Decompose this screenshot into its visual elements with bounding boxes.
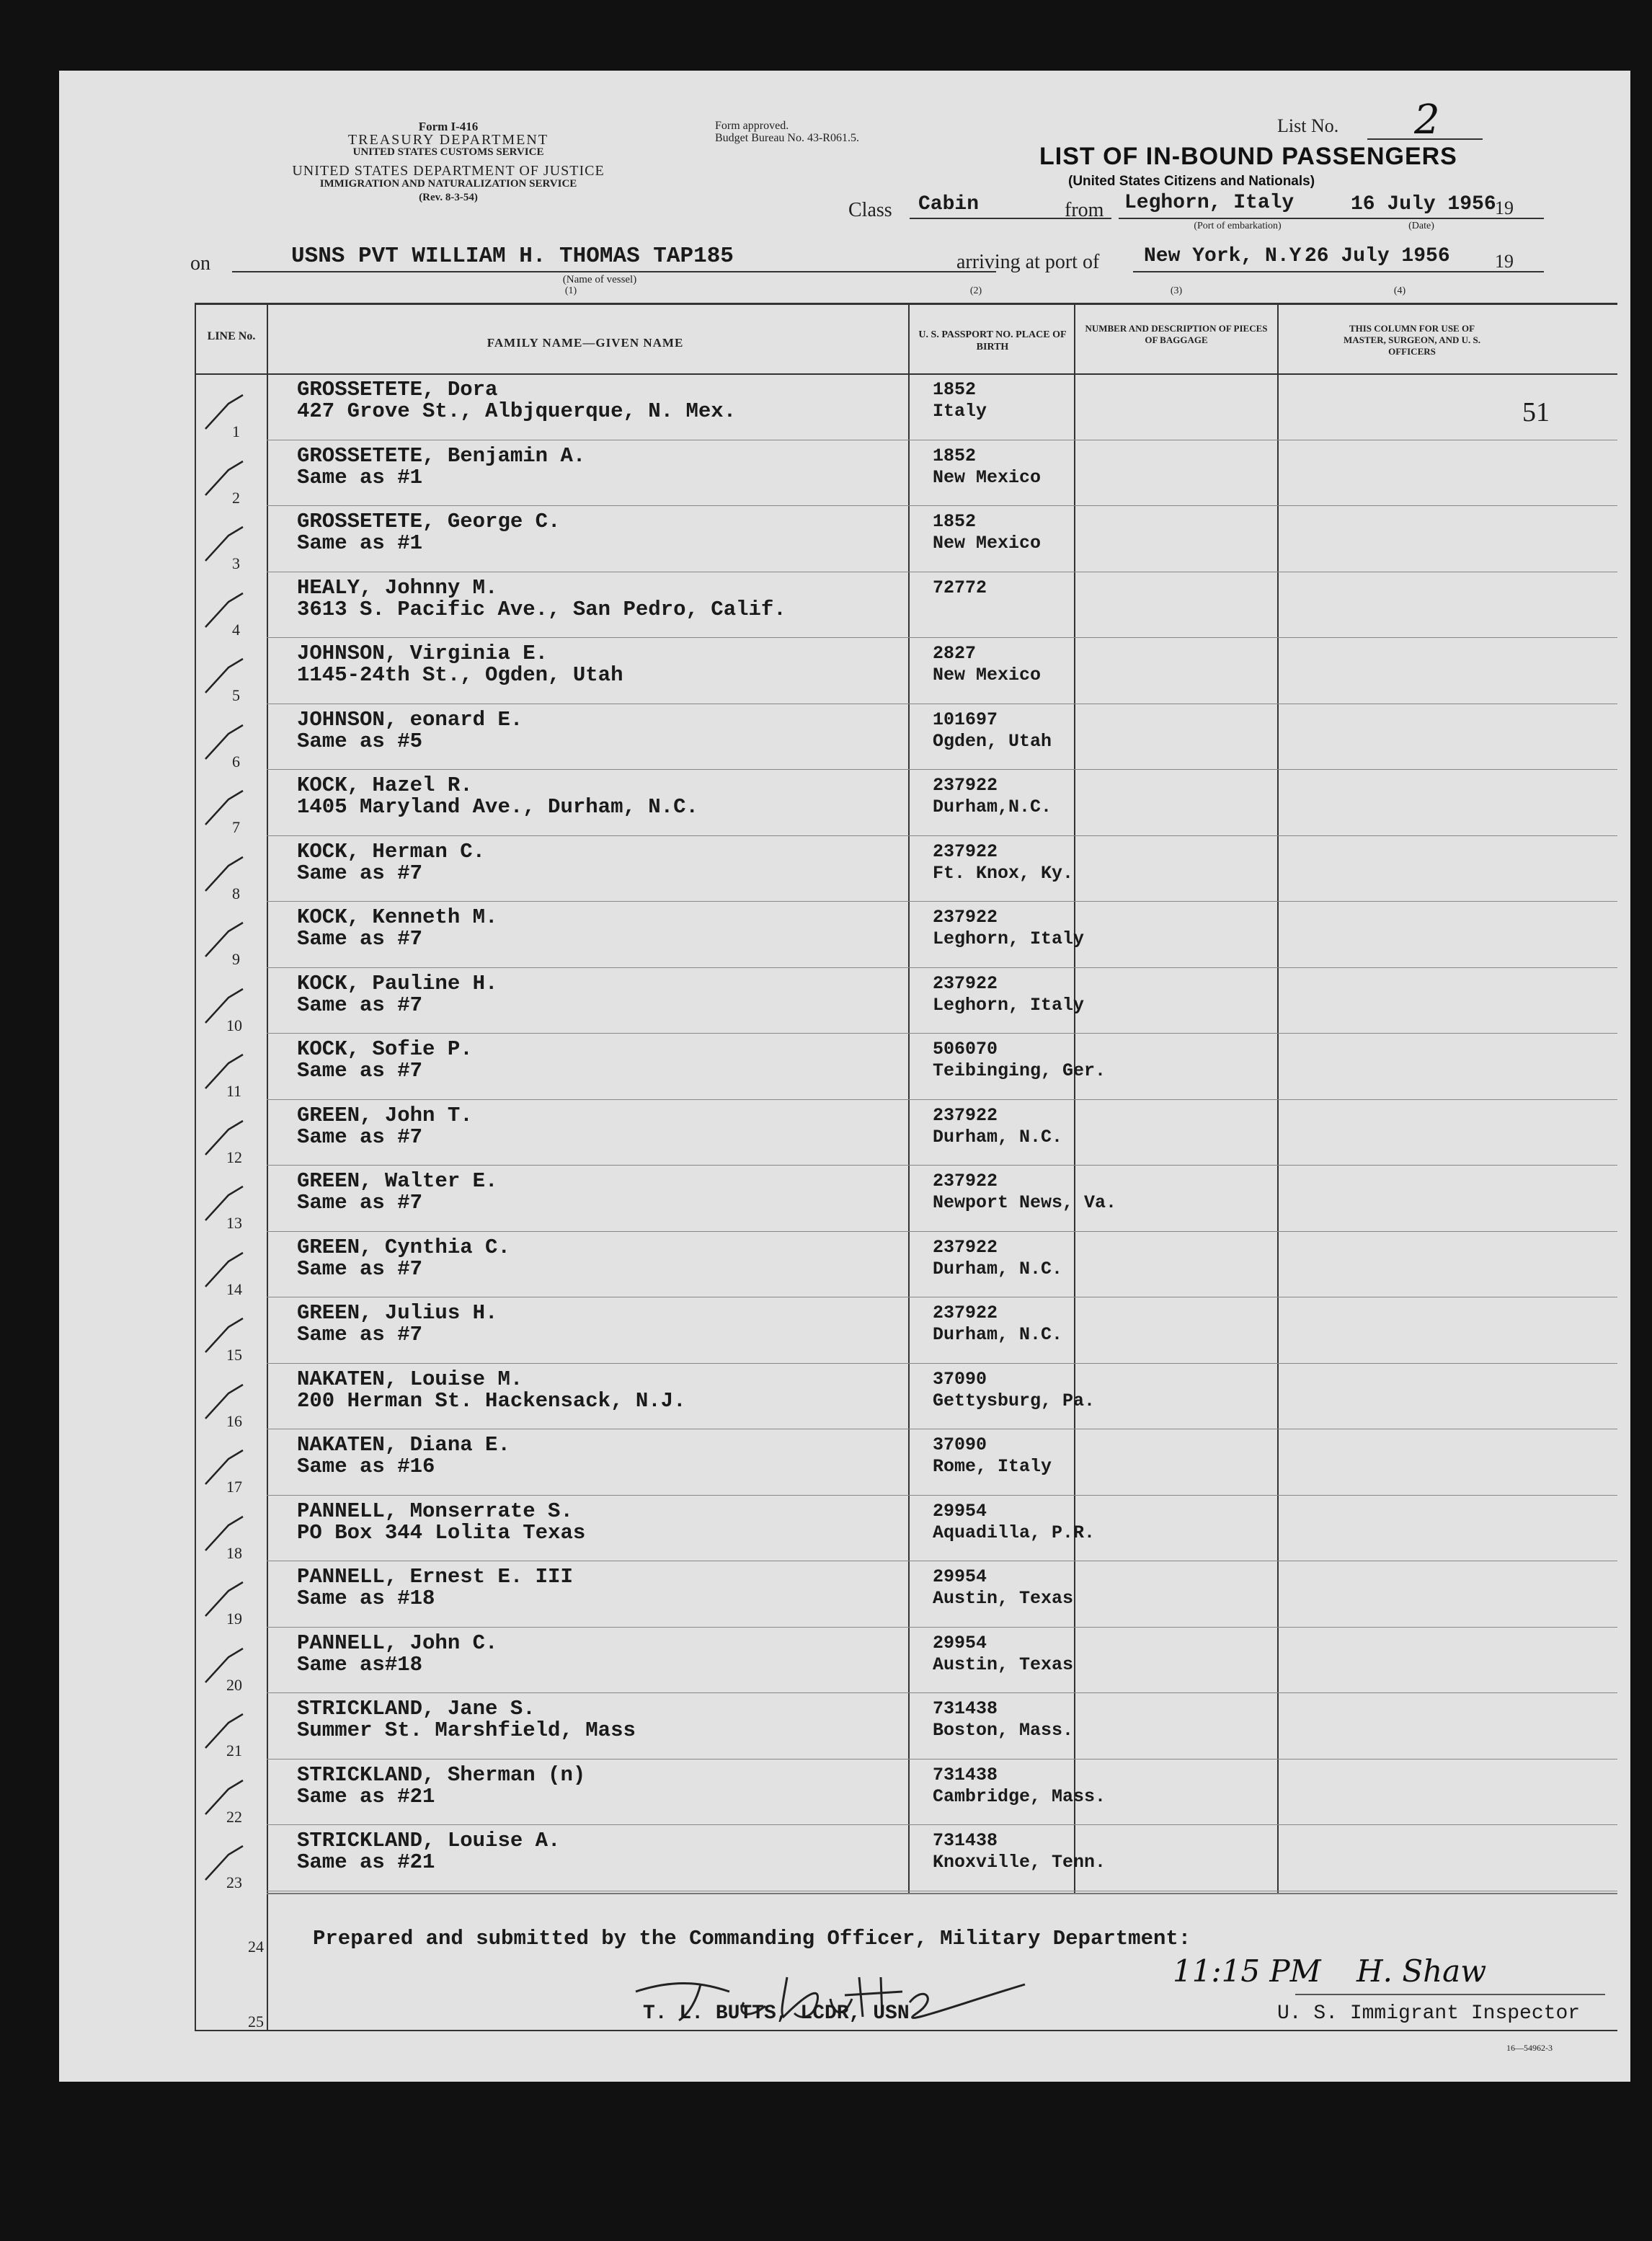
- passport-number: 2827: [933, 643, 977, 664]
- place-of-birth: Cambridge, Mass.: [933, 1785, 1106, 1807]
- check-mark: [200, 587, 279, 631]
- table-row: [59, 1034, 1630, 1100]
- header-name: FAMILY NAME—GIVEN NAME: [487, 336, 684, 350]
- row-divider: [267, 1033, 1617, 1034]
- check-mark: [200, 1247, 279, 1290]
- row-divider: [267, 637, 1617, 638]
- passenger-address: 427 Grove St., Albjquerque, N. Mex.: [297, 399, 737, 423]
- passport-number: 237922: [933, 840, 998, 862]
- table-row: [59, 1562, 1630, 1628]
- row-divider: [267, 1824, 1617, 1825]
- table-row: [59, 1364, 1630, 1430]
- col2-caption: (2): [969, 285, 982, 296]
- passenger-address: Same as #16: [297, 1455, 435, 1478]
- passenger-address: Same as #5: [297, 729, 423, 753]
- check-mark: [200, 1049, 279, 1092]
- passenger-address: Same as #7: [297, 1059, 423, 1083]
- dept-justice: UNITED STATES DEPARTMENT OF JUSTICE: [292, 163, 605, 179]
- check-mark: [200, 785, 279, 828]
- embark-date: 16 July 1956: [1351, 193, 1496, 216]
- form-number: Form I-416: [418, 120, 479, 133]
- passport-number: 37090: [933, 1368, 987, 1390]
- passenger-name: GROSSETETE, Dora: [297, 378, 498, 401]
- table-row: [59, 1628, 1630, 1694]
- check-mark: [200, 389, 279, 432]
- print-code: 16—54962-3: [1506, 2043, 1553, 2053]
- table-row: [59, 902, 1630, 968]
- row-divider: [267, 1363, 1617, 1364]
- table-row: [59, 507, 1630, 572]
- passenger-address: 200 Herman St. Hackensack, N.J.: [297, 1388, 686, 1413]
- line-number: 12: [226, 1148, 242, 1166]
- line-number: 19: [226, 1610, 242, 1628]
- passport-number: 237922: [933, 1303, 998, 1323]
- check-mark: [200, 456, 279, 499]
- place-of-birth: Austin, Texas: [933, 1588, 1074, 1609]
- form-subtitle: (United States Citizens and Nationals): [1068, 174, 1315, 189]
- table-row: [59, 573, 1630, 639]
- row-divider: [267, 1495, 1617, 1496]
- col4-caption: (4): [1393, 285, 1406, 296]
- check-mark: [200, 521, 279, 564]
- revision: (Rev. 8-3-54): [419, 192, 478, 203]
- place-of-birth: Newport News, Va.: [933, 1192, 1117, 1213]
- passport-number: 731438: [933, 1830, 998, 1851]
- dept-ins: IMMIGRATION AND NATURALIZATION SERVICE: [319, 178, 577, 190]
- form-approved: Form approved.: [715, 120, 789, 132]
- header-passport: U. S. PASSPORT NO. PLACE OF BIRTH: [918, 329, 1067, 352]
- place-of-birth: Durham, N.C.: [933, 1126, 1063, 1148]
- passenger-name: PANNELL, John C.: [297, 1630, 498, 1655]
- passenger-name: KOCK, Herman C.: [297, 839, 486, 864]
- col3-caption: (3): [1170, 285, 1183, 296]
- check-mark: [200, 1181, 279, 1224]
- check-mark: [200, 1511, 279, 1554]
- check-mark: [200, 1379, 279, 1422]
- prepared-statement: Prepared and submitted by the Commanding Officer, Military Department:: [313, 1927, 1191, 1951]
- row-divider: [267, 967, 1617, 968]
- place-of-birth: Gettysburg, Pa.: [933, 1390, 1096, 1411]
- check-mark: [200, 851, 279, 895]
- check-mark: [200, 1840, 279, 1883]
- arrival-port: New York, N.Y.: [1144, 245, 1314, 267]
- line-number: 16: [226, 1411, 242, 1430]
- passport-number: 731438: [933, 1698, 998, 1719]
- place-of-birth: Durham,N.C.: [933, 796, 1052, 817]
- place-of-birth: Durham, N.C.: [933, 1324, 1063, 1345]
- check-mark: [200, 1775, 279, 1818]
- line-number: 7: [232, 818, 240, 836]
- passport-number: 29954: [933, 1632, 987, 1654]
- passenger-address: Same as #1: [297, 531, 423, 555]
- table-row: [59, 1166, 1630, 1232]
- passenger-name: GREEN, Walter E.: [297, 1169, 498, 1193]
- line-number: 18: [226, 1543, 242, 1562]
- row-divider: [267, 505, 1617, 506]
- vessel-name: USNS PVT WILLIAM H. THOMAS TAP185: [291, 244, 734, 269]
- passenger-address: 1405 Maryland Ave., Durham, N.C.: [297, 795, 698, 819]
- table-row: [59, 639, 1630, 704]
- place-of-birth: Leghorn, Italy: [933, 994, 1085, 1016]
- passport-number: 731438: [933, 1764, 998, 1785]
- dept-customs: UNITED STATES CUSTOMS SERVICE: [352, 146, 544, 158]
- embark-port: Leghorn, Italy: [1124, 192, 1294, 214]
- embark-caption: (Port of embarkation): [1194, 221, 1282, 231]
- passenger-address: Same as #18: [297, 1587, 435, 1610]
- passenger-name: GROSSETETE, George C.: [297, 510, 561, 533]
- place-of-birth: New Mexico: [933, 466, 1042, 488]
- place-of-birth: New Mexico: [933, 533, 1042, 554]
- check-mark: [200, 1708, 279, 1752]
- place-of-birth: Italy: [933, 401, 987, 422]
- place-of-birth: New Mexico: [933, 665, 1042, 685]
- line-number: 1: [232, 422, 240, 440]
- place-of-birth: Ogden, Utah: [933, 730, 1052, 752]
- row-divider: [267, 1627, 1617, 1628]
- arrival-date: 26 July 1956: [1305, 245, 1450, 267]
- passenger-name: STRICKLAND, Louise A.: [297, 1829, 561, 1852]
- line-number: 2: [232, 488, 240, 507]
- passenger-name: KOCK, Pauline H.: [297, 971, 498, 995]
- passport-number: 101697: [933, 709, 998, 730]
- table-row: [59, 969, 1630, 1034]
- place-of-birth: Durham, N.C.: [933, 1258, 1063, 1279]
- on-label: on: [190, 252, 210, 275]
- line-number: 4: [232, 620, 240, 639]
- place-of-birth: Aquadilla, P.R.: [933, 1522, 1096, 1543]
- passport-number: 506070: [933, 1039, 998, 1060]
- passenger-address: 3613 S. Pacific Ave., San Pedro, Calif.: [297, 597, 786, 621]
- passport-number: 1852: [933, 379, 977, 400]
- form-title: LIST OF IN-BOUND PASSENGERS: [1039, 143, 1457, 170]
- col1-caption: (1): [564, 285, 577, 296]
- line-number: 11: [226, 1082, 242, 1100]
- row-divider: [267, 1165, 1617, 1166]
- passenger-name: GROSSETETE, Benjamin A.: [297, 443, 586, 468]
- passport-number: 72772: [933, 577, 987, 598]
- place-of-birth: Austin, Texas: [933, 1654, 1074, 1675]
- passport-number: 1852: [933, 511, 977, 532]
- vessel-caption: (Name of vessel): [562, 274, 637, 285]
- table-row: [59, 1430, 1630, 1496]
- table-row: [59, 705, 1630, 771]
- check-mark: [200, 1576, 279, 1620]
- check-mark: [200, 1445, 279, 1488]
- table-row: [59, 1694, 1630, 1759]
- row-divider: [267, 769, 1617, 770]
- passport-number: 1852: [933, 445, 977, 466]
- check-mark: [200, 719, 279, 763]
- table-row: [59, 1826, 1630, 1891]
- check-mark: [200, 653, 279, 696]
- check-mark: [200, 1643, 279, 1686]
- arrival-time-note: 11:15 PM: [1173, 1953, 1321, 1989]
- inspector-title: U. S. Immigrant Inspector: [1277, 2002, 1581, 2025]
- table-row: [59, 1101, 1630, 1166]
- line-number: 23: [226, 1873, 242, 1891]
- row-divider: [267, 1692, 1617, 1693]
- list-no-value: 2: [1414, 97, 1440, 143]
- header-line-no: LINE No.: [207, 330, 256, 342]
- passport-number: 237922: [933, 1236, 998, 1258]
- class-label: Class: [848, 199, 892, 221]
- inspector-signature: H. Shaw: [1356, 1953, 1487, 1989]
- passenger-address: Same as#18: [297, 1652, 423, 1677]
- passenger-name: GREEN, John T.: [297, 1103, 473, 1127]
- passenger-name: HEALY, Johnny M.: [297, 575, 498, 600]
- line-number: 3: [232, 554, 240, 572]
- line-number-25: 25: [248, 2013, 264, 2031]
- check-mark: [200, 917, 279, 960]
- passport-number: 29954: [933, 1566, 987, 1587]
- table-row: [59, 1298, 1630, 1364]
- passenger-address: Same as #1: [297, 465, 423, 489]
- signer-name: T. L. BUTTS, LCDR, USN: [643, 2002, 910, 2025]
- line-number: 20: [226, 1675, 242, 1694]
- header-baggage: NUMBER AND DESCRIPTION OF PIECES OF BAGGAGE: [1085, 323, 1268, 345]
- passenger-name: PANNELL, Monserrate S.: [297, 1499, 573, 1523]
- check-mark: [200, 1313, 279, 1356]
- line-number: 22: [226, 1807, 242, 1826]
- place-of-birth: Ft. Knox, Ky.: [933, 862, 1074, 884]
- check-mark: [200, 983, 279, 1026]
- list-no-label: List No.: [1277, 115, 1339, 136]
- passport-number: 237922: [933, 907, 998, 928]
- table-row: [59, 1496, 1630, 1562]
- row-divider: [267, 835, 1617, 836]
- passenger-address: Same as #7: [297, 1124, 423, 1149]
- dept-treasury: TREASURY DEPARTMENT: [347, 132, 549, 148]
- table-row: [59, 1760, 1630, 1826]
- line-number: 10: [226, 1016, 242, 1034]
- check-mark: [200, 1115, 279, 1158]
- line-number: 13: [226, 1214, 242, 1232]
- passenger-address: Summer St. Marshfield, Mass: [297, 1718, 636, 1742]
- place-of-birth: Rome, Italy: [933, 1456, 1052, 1477]
- passenger-name: JOHNSON, Virginia E.: [297, 642, 549, 665]
- passport-number: 237922: [933, 972, 998, 994]
- line-number: 21: [226, 1741, 242, 1759]
- passport-number: 237922: [933, 1171, 998, 1191]
- passenger-address: Same as #7: [297, 1191, 423, 1215]
- class-value: Cabin: [918, 193, 980, 216]
- table-row: [59, 771, 1630, 836]
- passenger-name: KOCK, Hazel R.: [297, 773, 473, 797]
- table-row: [59, 441, 1630, 507]
- row-divider: [267, 1231, 1617, 1232]
- line-number: 6: [232, 752, 240, 771]
- passenger-name: KOCK, Kenneth M.: [297, 905, 498, 929]
- line-number: 8: [232, 884, 240, 902]
- line-number: 17: [226, 1478, 242, 1496]
- passenger-name: STRICKLAND, Jane S.: [297, 1697, 536, 1721]
- row-divider: [267, 901, 1617, 902]
- passenger-name: JOHNSON, eonard E.: [297, 707, 523, 732]
- passenger-name: NAKATEN, Louise M.: [297, 1367, 523, 1391]
- passenger-name: GREEN, Cynthia C.: [297, 1235, 510, 1259]
- line-number: 14: [226, 1279, 242, 1298]
- passenger-name: STRICKLAND, Sherman (n): [297, 1762, 586, 1787]
- passport-number: 29954: [933, 1500, 987, 1522]
- table-row: [59, 375, 1630, 440]
- header-officers: THIS COLUMN FOR USE OF MASTER, SURGEON, AND U. S. OFFICERS: [1344, 323, 1480, 357]
- passenger-address: Same as #21: [297, 1850, 435, 1874]
- passenger-address: Same as #7: [297, 861, 423, 885]
- passenger-name: NAKATEN, Diana E.: [297, 1433, 510, 1457]
- place-of-birth: Teibinging, Ger.: [933, 1060, 1106, 1081]
- passenger-address: Same as #7: [297, 927, 423, 951]
- table-bottom-border: [195, 2030, 1617, 2031]
- passenger-name: PANNELL, Ernest E. III: [297, 1565, 573, 1589]
- officer-count: 51: [1522, 397, 1550, 427]
- budget-bureau: Budget Bureau No. 43-R061.5.: [715, 132, 859, 144]
- passenger-address: Same as #7: [297, 993, 423, 1017]
- line-number: 5: [232, 686, 240, 704]
- passenger-name: KOCK, Sofie P.: [297, 1037, 473, 1061]
- table-top-border: [195, 303, 1617, 305]
- passenger-address: Same as #21: [297, 1784, 435, 1809]
- passenger-list-form: [59, 71, 1630, 2082]
- passport-number: 37090: [933, 1434, 987, 1455]
- row-divider: [267, 1099, 1617, 1100]
- arriving-label: arriving at port of: [956, 251, 1100, 273]
- table-row: [59, 837, 1630, 902]
- place-of-birth: Boston, Mass.: [933, 1720, 1074, 1741]
- year-prefix-1: 19: [1495, 198, 1514, 218]
- table-row: [59, 1233, 1630, 1298]
- date-caption: (Date): [1408, 221, 1434, 231]
- year-prefix-2: 19: [1495, 251, 1514, 272]
- passport-number: 237922: [933, 775, 998, 796]
- line-number: 15: [226, 1346, 242, 1364]
- place-of-birth: Leghorn, Italy: [933, 928, 1085, 949]
- passenger-address: PO Box 344 Lolita Texas: [297, 1520, 586, 1545]
- line-number: 9: [232, 950, 240, 968]
- from-label: from: [1065, 199, 1104, 221]
- line-number-24: 24: [248, 1938, 264, 1956]
- passenger-name: GREEN, Julius H.: [297, 1301, 498, 1325]
- place-of-birth: Knoxville, Tenn.: [933, 1852, 1106, 1873]
- passport-number: 237922: [933, 1104, 998, 1126]
- passenger-address: Same as #7: [297, 1323, 423, 1346]
- passenger-address: Same as #7: [297, 1256, 423, 1281]
- passenger-address: 1145-24th St., Ogden, Utah: [297, 663, 623, 687]
